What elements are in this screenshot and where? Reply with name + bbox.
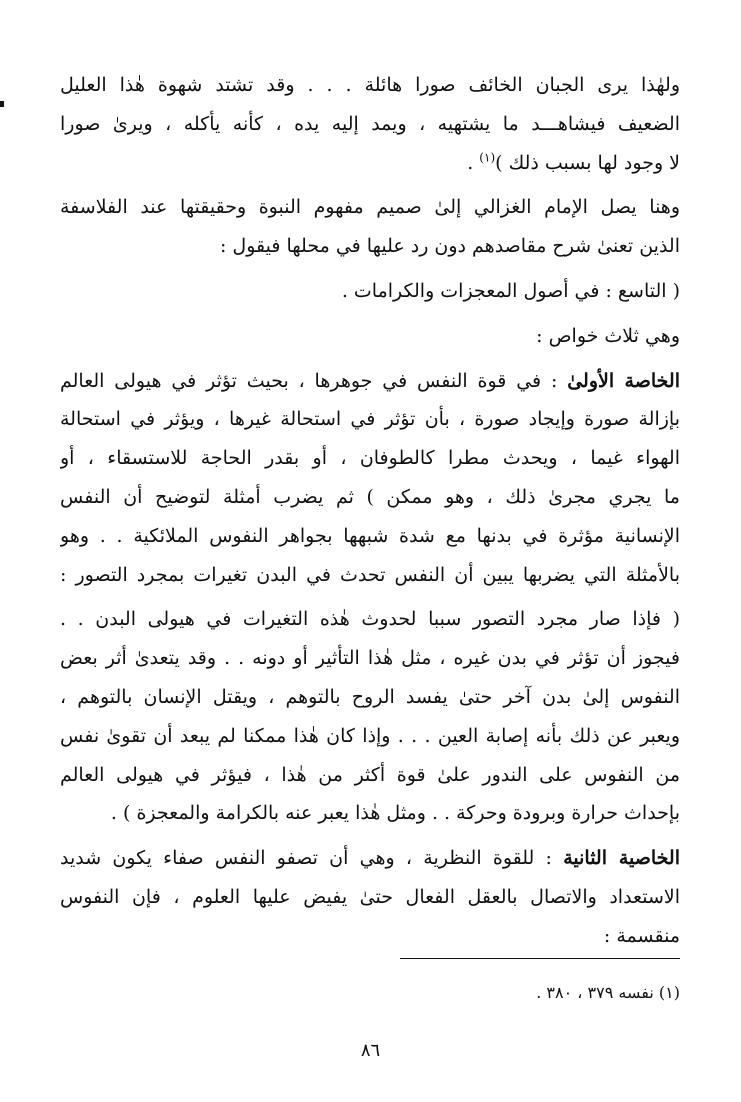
text-fragment: : في قوة النفس في جوهرها ، بحيث تؤثر في هيولى العالم bbox=[60, 369, 568, 392]
text-line: الهواء غيما ، ويحدث مطرا كالطوفان ، أو بقدر الحاجة للاستسقاء ، أو bbox=[60, 447, 680, 470]
paragraph-5 bbox=[60, 362, 680, 595]
text-line: ( فإذا صار مجرد التصور سببا لحدوث هٰذه التغيرات في هيولى البدن . . bbox=[60, 608, 680, 631]
paragraph-4 bbox=[60, 317, 680, 356]
paragraph-7 bbox=[60, 839, 680, 955]
text-line bbox=[60, 144, 680, 183]
text-line: فيجوز أن تؤثر في بدن غيره ، مثل هٰذا التأثير أو دونه . . وقد يتعدىٰ أثر بعض bbox=[60, 647, 680, 670]
text-line: ويعبر عن ذلك بأنه إصابة العين . . . وإذا كان هٰذا ممكنا لم يبعد أن تقوىٰ نفس bbox=[60, 724, 680, 747]
text-line: الاستعداد والاتصال بالعقل الفعال حتىٰ يفيض عليها العلوم ، فإن النفوس bbox=[60, 885, 680, 908]
text-line: من النفوس على الندور علىٰ قوة أكثر من هٰذا ، فيؤثر في هيولى العالم bbox=[60, 763, 680, 786]
paragraph-6 bbox=[60, 600, 680, 833]
text-line: ما يجري مجرىٰ ذلك ، وهو ممكن ) ثم يضرب أمثلة لتوضيح أن النفس bbox=[60, 485, 680, 508]
text-line bbox=[60, 839, 680, 878]
text-line: بالأمثلة التي يضربها يبين أن النفس تحدث في البدن تغيرات بمجرد التصور : bbox=[60, 563, 680, 586]
text-fragment: لا وجود لها بسبب ذلك ) bbox=[495, 151, 680, 174]
text-line: بإزالة صورة وإيجاد صورة ، بأن تؤثر في استحالة غيرها ، ويؤثر في استحالة bbox=[60, 408, 680, 431]
footnote-separator bbox=[400, 958, 680, 959]
section-heading: الخاصة الأولىٰ bbox=[567, 369, 680, 392]
footnote-reference[interactable]: (١) bbox=[479, 150, 496, 165]
text-line: وهنا يصل الإمام الغزالي إلىٰ صميم مفهوم النبوة وحقيقتها عند الفلاسفة bbox=[60, 196, 680, 219]
text-line: وهي ثلاث خواص : bbox=[536, 324, 680, 347]
margin-mark bbox=[0, 101, 4, 107]
text-line: الإنسانية مؤثرة في بدنها مع شدة شبهها بجواهر النفوس الملائكية . . وهو bbox=[60, 524, 680, 547]
paragraph-3 bbox=[60, 272, 680, 311]
text-line: الذين تعنىٰ شرح مقاصدهم دون رد عليها في محلها فيقول : bbox=[219, 235, 680, 258]
page-body bbox=[60, 66, 680, 956]
text-line: منقسمة : bbox=[603, 924, 680, 947]
footnote bbox=[536, 983, 680, 1002]
paragraph-1 bbox=[60, 66, 680, 182]
text-line: النفوس إلىٰ بدن آخر حتىٰ يفسد الروح بالتوهم ، ويقتل الإنسان بالتوهم ، bbox=[60, 685, 680, 708]
footnote-mark: (١) bbox=[658, 983, 680, 1002]
text-fragment: . bbox=[467, 151, 480, 174]
text-line: بإحداث حرارة وبرودة وحركة . . ومثل هٰذا يعبر عنه بالكرامة والمعجزة ) . bbox=[110, 802, 680, 825]
text-fragment: : للقوة النظرية ، وهي أن تصفو النفس صفاء يكون شديد bbox=[60, 847, 564, 870]
paragraph-2 bbox=[60, 188, 680, 266]
page-number: ٨٦ bbox=[360, 1040, 381, 1061]
text-line: ولهٰذا يرى الجبان الخائف صورا هائلة . . . وقد تشتد شهوة هٰذا العليل bbox=[60, 74, 680, 96]
text-line bbox=[60, 362, 680, 401]
section-heading: الخاصية الثانية bbox=[563, 847, 680, 870]
text-line: ( التاسع : في أصول المعجزات والكرامات . bbox=[341, 279, 680, 302]
footnote-text: نفسه ٣٧٩ ، ٣٨٠ . bbox=[536, 983, 654, 1002]
text-line: الضعيف فيشاهـــد ما يشتهيه ، ويمد إليه يده ، كأنه يأكله ، ويرىٰ صورا bbox=[60, 112, 680, 135]
